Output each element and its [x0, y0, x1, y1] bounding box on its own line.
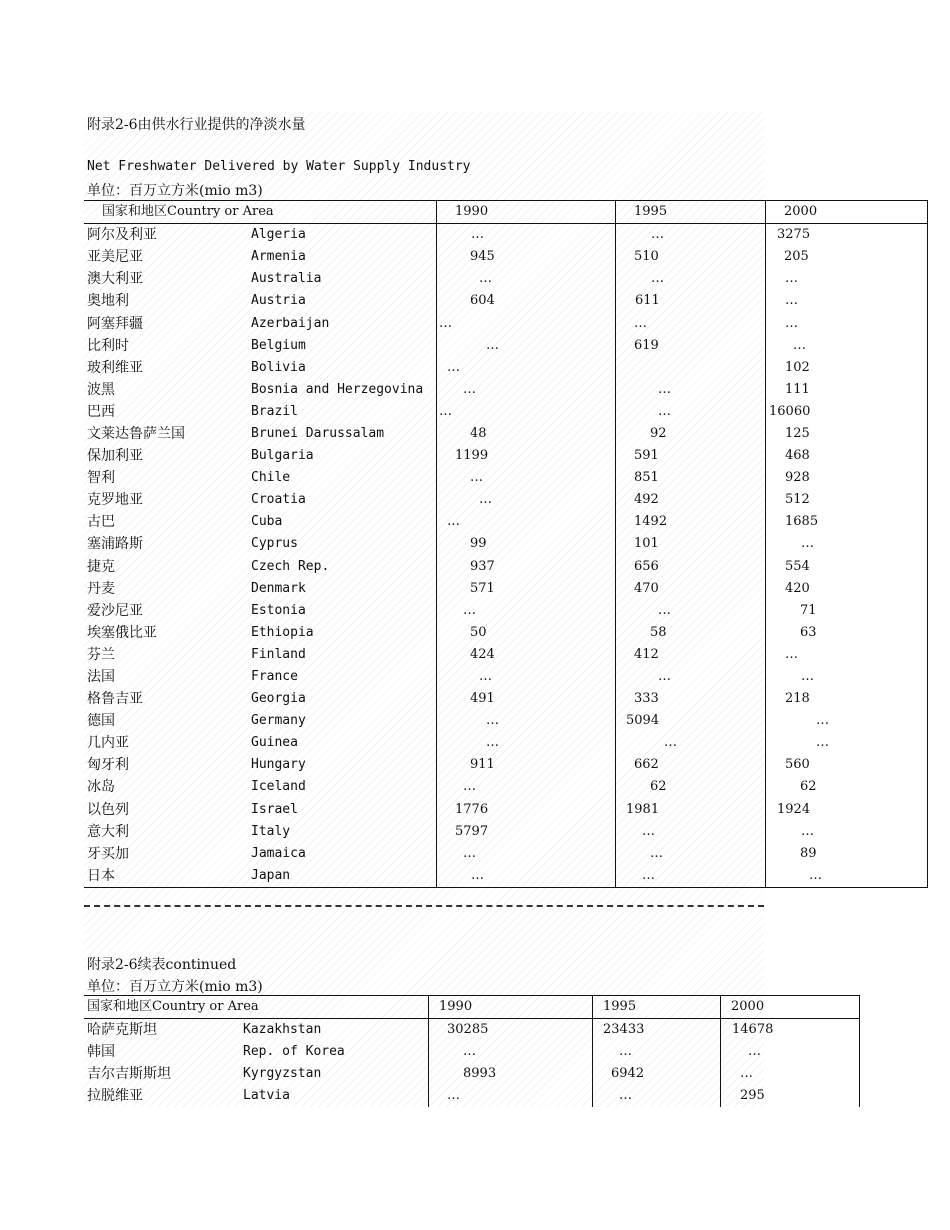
value-1995: … [616, 732, 766, 754]
country-name-cn: 牙买加 [87, 845, 129, 862]
table-row [84, 1041, 860, 1063]
value-2000: 62 [766, 776, 928, 798]
table-row [84, 1063, 860, 1085]
country-name-en: Rep. of Korea [235, 1041, 429, 1063]
table-row [84, 799, 928, 821]
value-2000: … [766, 335, 928, 357]
value-1995: … [593, 1041, 721, 1063]
table-row [84, 290, 928, 312]
value-1995: 92 [616, 423, 766, 445]
country-name-en: Latvia [235, 1085, 429, 1107]
value-1990: 48 [437, 423, 616, 445]
value-1995: … [616, 268, 766, 290]
value-2000: 218 [766, 688, 928, 710]
country-name-en: Croatia [235, 489, 437, 511]
value-2000: … [766, 710, 928, 732]
country-name-en: Bosnia and Herzegovina [235, 379, 437, 401]
table-header-row [84, 201, 928, 224]
table-row [84, 578, 928, 600]
table-row [84, 467, 928, 489]
country-name-cn: 智利 [87, 470, 115, 487]
header-2000: 2000 [766, 201, 928, 224]
country-name-cn: 爱沙尼亚 [87, 602, 143, 619]
table-row [84, 1019, 860, 1042]
value-1995: 492 [616, 489, 766, 511]
header-country: 国家和地区Country or Area [84, 201, 437, 224]
value-1990: 5797 [437, 821, 616, 843]
value-1995: 5094 [616, 710, 766, 732]
value-1990: 491 [437, 688, 616, 710]
value-1990: … [437, 511, 616, 533]
value-2000: 3275 [766, 224, 928, 247]
table-row [84, 622, 928, 644]
country-name-cn: 以色列 [87, 801, 129, 818]
table-row [84, 666, 928, 688]
value-2000: … [766, 268, 928, 290]
country-name-en: Georgia [235, 688, 437, 710]
value-1990: … [437, 600, 616, 622]
country-name-en: Bolivia [235, 357, 437, 379]
country-name-cn: 丹麦 [87, 580, 115, 597]
value-2000: 205 [766, 246, 928, 268]
data-table-continued [84, 995, 860, 1107]
value-1990: … [437, 489, 616, 511]
value-1995: 62 [616, 776, 766, 798]
value-1990: … [437, 224, 616, 247]
country-name-en: Finland [235, 644, 437, 666]
value-1990: 50 [437, 622, 616, 644]
country-name-en: Bulgaria [235, 445, 437, 467]
value-1990: … [437, 710, 616, 732]
data-table [84, 200, 928, 888]
country-name-en: Italy [235, 821, 437, 843]
table-row [84, 312, 928, 334]
country-name-cn: 吉尔吉斯斯坦 [87, 1066, 171, 1083]
value-1990: 911 [437, 754, 616, 776]
table-title-en: Net Freshwater Delivered by Water Supply Industry [87, 159, 471, 174]
value-1995: 412 [616, 644, 766, 666]
value-1990: … [437, 843, 616, 865]
value-1990: … [437, 732, 616, 754]
table-row [84, 268, 928, 290]
country-name-en: Germany [235, 710, 437, 732]
table-row [84, 644, 928, 666]
value-1995: … [616, 666, 766, 688]
value-2000: … [721, 1041, 860, 1063]
country-name-en: Australia [235, 268, 437, 290]
table-row [84, 865, 928, 888]
table-row [84, 423, 928, 445]
value-1995: 591 [616, 445, 766, 467]
country-name-en: Denmark [235, 578, 437, 600]
table-title-cn: 附录2-6由供水行业提供的净淡水量 [87, 117, 306, 133]
value-2000: 554 [766, 556, 928, 578]
table-header-row [84, 996, 860, 1019]
page-break-line [84, 905, 764, 907]
table-row [84, 710, 928, 732]
country-name-en: Brunei Darussalam [235, 423, 437, 445]
table-row [84, 335, 928, 357]
country-name-cn: 玻利维亚 [87, 359, 143, 376]
value-1990: 8993 [429, 1063, 593, 1085]
value-2000: 295 [721, 1085, 860, 1107]
country-name-cn: 日本 [84, 865, 235, 888]
value-1995: 611 [616, 290, 766, 312]
value-1995: 23433 [593, 1019, 721, 1042]
table-row [84, 224, 928, 247]
value-1995: … [616, 312, 766, 334]
value-1995: 333 [616, 688, 766, 710]
country-name-en: Algeria [235, 224, 437, 247]
country-name-cn: 比利时 [87, 337, 129, 354]
country-name-cn: 拉脱维亚 [87, 1088, 143, 1105]
value-1990: 1776 [437, 799, 616, 821]
value-1990: … [429, 1085, 593, 1107]
country-name-en: Kyrgyzstan [235, 1063, 429, 1085]
value-1990: … [437, 776, 616, 798]
value-1995: … [616, 401, 766, 423]
country-name-en: France [235, 666, 437, 688]
table-row [84, 754, 928, 776]
value-2000: 111 [766, 379, 928, 401]
value-2000: 1685 [766, 511, 928, 533]
value-2000: 63 [766, 622, 928, 644]
continued-title: 附录2-6续表continued [87, 957, 237, 973]
country-name-en: Guinea [235, 732, 437, 754]
country-name-cn: 冰岛 [87, 779, 115, 796]
country-name-en: Iceland [235, 776, 437, 798]
header-1995: 1995 [616, 201, 766, 224]
value-2000: … [766, 821, 928, 843]
value-1990: … [437, 379, 616, 401]
table-row [84, 556, 928, 578]
value-2000: 928 [766, 467, 928, 489]
value-1995: … [616, 224, 766, 247]
value-1990: 604 [437, 290, 616, 312]
country-name-en: Belgium [235, 335, 437, 357]
value-1990: … [437, 268, 616, 290]
country-name-cn: 法国 [87, 669, 115, 686]
header-1990: 1990 [437, 201, 616, 224]
table-row [84, 379, 928, 401]
value-1995: 662 [616, 754, 766, 776]
value-1990: 571 [437, 578, 616, 600]
value-1990: 937 [437, 556, 616, 578]
value-1995: 510 [616, 246, 766, 268]
country-name-en: Jamaica [235, 843, 437, 865]
value-1990: … [429, 1041, 593, 1063]
value-1995: 619 [616, 335, 766, 357]
value-2000: 14678 [721, 1019, 860, 1042]
header-1990: 1990 [429, 996, 593, 1019]
value-1995: 470 [616, 578, 766, 600]
header-1995: 1995 [593, 996, 721, 1019]
value-1990: … [437, 335, 616, 357]
table-row [84, 489, 928, 511]
country-name-cn: 几内亚 [87, 735, 129, 752]
country-name-en: Azerbaijan [235, 312, 437, 334]
value-1995: 1981 [616, 799, 766, 821]
country-name-cn: 亚美尼亚 [87, 249, 143, 266]
country-name-cn: 巴西 [87, 403, 115, 420]
value-1995: … [616, 379, 766, 401]
country-name-en: Cuba [235, 511, 437, 533]
value-2000: … [766, 865, 928, 888]
country-name-en: Brazil [235, 401, 437, 423]
country-name-cn: 意大利 [87, 823, 129, 840]
value-2000: 89 [766, 843, 928, 865]
country-name-en: Hungary [235, 754, 437, 776]
value-2000: … [766, 732, 928, 754]
value-1995: … [616, 821, 766, 843]
country-name-cn: 澳大利亚 [87, 271, 143, 288]
value-1990: 1199 [437, 445, 616, 467]
value-1995 [616, 357, 766, 379]
country-name-cn: 文莱达鲁萨兰国 [87, 425, 185, 442]
value-1990: 99 [437, 533, 616, 555]
value-2000: 560 [766, 754, 928, 776]
value-1990: 30285 [429, 1019, 593, 1042]
table-row [84, 246, 928, 268]
value-1995: 1492 [616, 511, 766, 533]
value-2000: … [766, 533, 928, 555]
country-name-cn: 捷克 [87, 558, 115, 575]
table-row [84, 732, 928, 754]
value-1995: 6942 [593, 1063, 721, 1085]
country-name-cn: 德国 [87, 713, 115, 730]
table-row [84, 843, 928, 865]
value-1990: … [437, 865, 616, 888]
country-name-cn: 匈牙利 [87, 757, 129, 774]
value-1990: … [437, 312, 616, 334]
value-1995: 656 [616, 556, 766, 578]
table-row [84, 445, 928, 467]
value-2000: 1924 [766, 799, 928, 821]
country-name-cn: 塞浦路斯 [87, 536, 143, 553]
value-2000: 468 [766, 445, 928, 467]
value-1995: 58 [616, 622, 766, 644]
country-name-cn: 阿尔及利亚 [87, 227, 157, 244]
country-name-en: Austria [235, 290, 437, 312]
table-row [84, 401, 928, 423]
table-row [84, 511, 928, 533]
table-row [84, 600, 928, 622]
table-row [84, 1085, 860, 1107]
value-1990: … [437, 401, 616, 423]
country-name-cn: 芬兰 [87, 646, 115, 663]
country-name-en: Czech Rep. [235, 556, 437, 578]
country-name-cn: 韩国 [87, 1044, 115, 1061]
value-1995: 851 [616, 467, 766, 489]
country-name-en: Estonia [235, 600, 437, 622]
country-name-cn: 阿塞拜疆 [87, 315, 143, 332]
table-row [84, 688, 928, 710]
country-name-en: Armenia [235, 246, 437, 268]
value-1995: … [616, 843, 766, 865]
value-1995: 101 [616, 533, 766, 555]
header-2000: 2000 [721, 996, 860, 1019]
country-name-en: Cyprus [235, 533, 437, 555]
value-1990: 424 [437, 644, 616, 666]
country-name-en: Chile [235, 467, 437, 489]
country-name-cn: 格鲁吉亚 [87, 691, 143, 708]
value-2000: … [766, 290, 928, 312]
table-row [84, 533, 928, 555]
value-2000: … [766, 666, 928, 688]
country-name-en: Japan [235, 865, 437, 888]
header-country: 国家和地区Country or Area [84, 996, 429, 1019]
table-row [84, 357, 928, 379]
value-2000: 102 [766, 357, 928, 379]
value-2000: … [766, 644, 928, 666]
country-name-cn: 波黑 [87, 381, 115, 398]
value-2000: … [766, 312, 928, 334]
value-1990: … [437, 467, 616, 489]
unit-label: 单位：百万立方米(mio m3) [87, 183, 263, 199]
value-2000: … [721, 1063, 860, 1085]
value-2000: 512 [766, 489, 928, 511]
value-1990: … [437, 666, 616, 688]
country-name-cn: 克罗地亚 [87, 492, 143, 509]
country-name-cn: 埃塞俄比亚 [87, 624, 157, 641]
country-name-cn: 哈萨克斯坦 [87, 1022, 157, 1039]
value-1990: … [437, 357, 616, 379]
value-1995: … [616, 600, 766, 622]
table-row [84, 821, 928, 843]
value-2000: 125 [766, 423, 928, 445]
country-name-en: Ethiopia [235, 622, 437, 644]
value-2000: 16060 [766, 401, 928, 423]
country-name-cn: 保加利亚 [87, 448, 143, 465]
unit-label-2: 单位：百万立方米(mio m3) [87, 979, 263, 995]
value-2000: 420 [766, 578, 928, 600]
country-name-en: Kazakhstan [235, 1019, 429, 1042]
value-1990: 945 [437, 246, 616, 268]
table-row [84, 776, 928, 798]
value-2000: 71 [766, 600, 928, 622]
value-1995: … [593, 1085, 721, 1107]
country-name-en: Israel [235, 799, 437, 821]
value-1995: … [616, 865, 766, 888]
country-name-cn: 奥地利 [87, 293, 129, 310]
country-name-cn: 古巴 [87, 514, 115, 531]
